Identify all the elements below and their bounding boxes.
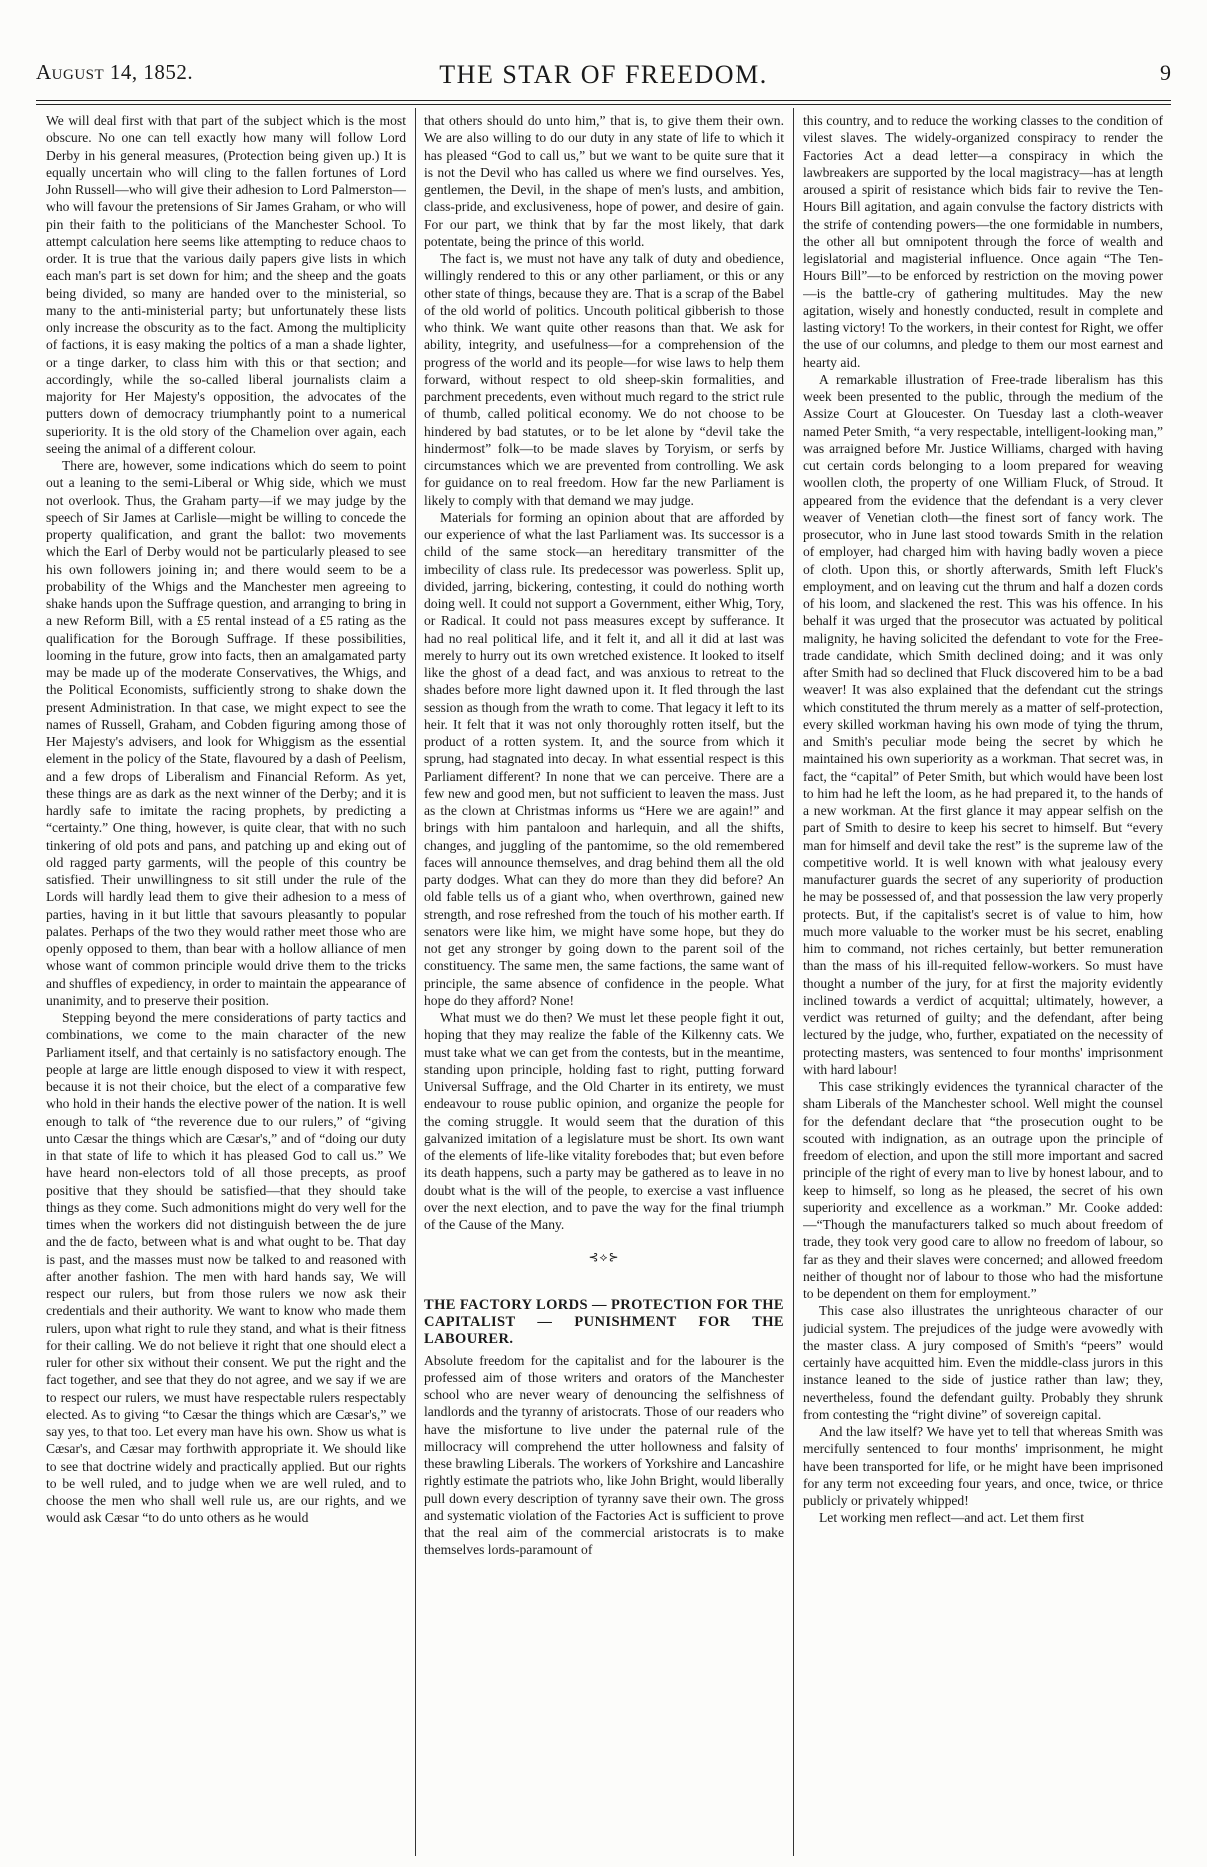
issue-date: August 14, 1852.	[36, 60, 194, 84]
newspaper-title: THE STAR OF FREEDOM.	[439, 60, 768, 89]
paragraph: The fact is, we must not have any talk of duty and obedience, willingly rendered to this or any other parliament, or this or any other state of things, because they are. That is a scrap of the Babel of the old world of politics. Uncouth political gibberish to those who think. We want quite other reasons than that. We ask for ability, integrity, and usefulness—for a comprehension of the progress of the world and its people—for wise laws to help them forward, without respect to old sheep-skin formalities, and parchment precedents, even without much regard to the strict rule of thumb, called political economy. We do not choose to be hindered by bad statutes, or to be let alone by “devil take the hindermost” folk—to be made slaves by Toryism, or serfs by circumstances which we are prevented from controlling. We ask for guidance on to real freedom. How far the new Parliament is likely to comply with that demand we may judge.	[424, 251, 784, 508]
paragraph: This case also illustrates the unrighteous character of our judicial system. The prejudices of the judge were avowedly with the master class. A jury composed of Smith's “peers” would certainly have acquitted him. Even the middle-class jurors in this instance leaned to the side of justice rather than law; they, nevertheless, found the defendant guilty. Probably they shrunk from contesting the “right divine” of sovereign capital.	[803, 1303, 1163, 1422]
paragraph: And the law itself? We have yet to tell that whereas Smith was mercifully sentenced to four months' imprisonment, he might have been transported for life, or he might have been imprisoned for any term not exceeding four years, and once, twice, or thrice publicly or privately whipped!	[803, 1424, 1163, 1508]
masthead	[36, 56, 1171, 92]
paragraph: Materials for forming an opinion about that are afforded by our experience of what the last Parliament was. Its successor is a child of the same stock—an hereditary transmitter of the imbecility of class rule. Its predecessor was powerless. Split up, divided, jarring, bickering, contesting, it could do nothing worth doing well. It could not support a Government, either Whig, Tory, or Radical. It could not pass measures except by sufferance. It had no real political life, and it felt it, and all it did at last was merely to hurry out its own wretched existence. It looked to itself like the ghost of a dead fact, and was anxious to retreat to the shades before more light dawned upon it. It fled through the last session as though from the wrath to come. That legacy it left to its heir. It felt that it was not only thoroughly rotten itself, but the product of a rotten system. It, and the source from which it sprung, had stagnated into decay. In what essential respect is this Parliament different? In none that we can perceive. There are a few new and good men, but not sufficient to leaven the mass. Just as the clown at Christmas informs us “Here we are again!” and brings with him pantaloon and harlequin, and all the shifts, changes, and juggling of the pantomime, so the old remembered faces will announce themselves, and drag behind them all the old party dodges. What can they do more than they did before? An old fable tells us of a giant who, when overthrown, gained new strength, and rose refreshed from the touch of his mother earth. If senators were like him, we might have some hope, but they do not get any stronger by going down to the parent soil of the constituency. The same men, the same factions, the same want of principle, the same absence of confidence in the people. What hope do they afford? None!	[424, 509, 784, 1008]
paragraph: Stepping beyond the mere considerations of party tactics and combinations, we come to the main character of the new Parliament itself, and that certainly is no satisfactory enough. The people at large are little enough disposed to view it with respect, because it is not their choice, but the elect of a comparative few who hold in their hands the elective power of the nation. It is well enough to talk of “the reverence due to our rulers,” of “giving unto Cæsar the things which are Cæsar's,” and of “doing our duty in that state of life to which it has pleased God to call us.” We have heard non-electors told of all those precepts, as proof positive that they should be satisfied—that they should take things as they come. Such admonitions might do very well for the times when the workers did not distinguish between the de jure and the de facto, between what is and what ought to be. That day is past, and the masses must now be talked to and reasoned with after another fashion. The men with hard hands say, We will respect our rulers, but from those rulers we now ask their credentials and their authority. We want to know who made them rulers, upon what right to rule they stand, and what is their fitness for their calling. We do not believe it right that one should elect a ruler for other six without their consent. We put the right and the fact together, and see that they do not agree, and we say if we are to respect our rulers, we must have respectable rulers respectably elected. As to giving “to Cæsar the things which are Cæsar's,” we say yes, to that too. Let every man have his own. Show us what is Cæsar's, and Cæsar may forthwith appropriate it. We should like to see that doctrine widely and practically applied. But our rights to be well ruled, and to judge when we are well ruled, and to choose the men who shall well rule us, are our rights, and we would ask Cæsar “to do unto others as he would	[46, 1010, 406, 1526]
paragraph: this country, and to reduce the working classes to the condition of vilest slaves. The widely-organized conspiracy to render the Factories Act a dead letter—a conspiracy in which the lawbreakers are supported by the local magistracy—has at length aroused a spirit of resistance which bids fair to revive the Ten-Hours Bill agitation, and again convulse the factory districts with the strife of contending powers—the one formidable in numbers, the other all but omnipotent through the force of wealth and legislatorial and magisterial influence. Once again “The Ten-Hours Bill”—to be enforced by restriction on the moving power—is the battle-cry of gathering multitudes. May the new agitation, wisely and honestly conducted, result in complete and lasting victory! To the workers, in their contest for Right, we offer the use of our columns, and pledge to them our most earnest and hearty aid.	[803, 113, 1163, 370]
column-2	[424, 112, 784, 1852]
masthead-rule	[36, 100, 1171, 105]
paragraph: Absolute freedom for the capitalist and for the labourer is the professed aim of those writers and orators of the Manchester school who are never weary of denouncing the selfishness of landlords and the tyranny of aristocrats. Those of our readers who have the misfortune to live under the paternal rule of the millocracy will comprehend the utter hollowness and falsity of these brawling Liberals. The workers of Yorkshire and Lancashire rightly estimate the patriots who, like John Bright, would liberally pull down every description of tyranny save their own. The gross and systematic violation of the Factories Act is sufficient to prove that the real aim of the commercial aristocrats is to make themselves lords-paramount of	[424, 1352, 784, 1558]
paragraph: We will deal first with that part of the subject which is the most obscure. No one can tell exactly how many will follow Lord Derby in his general measures, (Protection being given up.) It is equally uncertain who will cling to the fallen fortunes of Lord John Russell—who will give their adhesion to Lord Palmerston—who will favour the pretensions of Sir James Graham, or who will pin their faith to the politicians of the Manchester School. To attempt calculation here seems like attempting to reduce chaos to order. It is true that the various daily papers give lists in which each man's part is set down for him; and the sheep and the goats being divided, so many are handed over to the ministerial, so many to the anti-ministerial party; but unfortunately these lists only increase the obscurity as to the fact. Among the multiplicity of factions, it is easy making the poltics of a man a shade lighter, or a tinge darker, to class him with this or that section; and accordingly, while the so-called liberal journalists claim a majority for Her Majesty's opposition, the advocates of the putters down of democracy triumphantly point to a numerical superiority. It is the old story of the Chamelion over again, each seeing the animal of a different colour.	[46, 113, 406, 456]
page-number: 9	[1160, 60, 1171, 85]
paragraph: This case strikingly evidences the tyrannical character of the sham Liberals of the Manchester school. Well might the counsel for the defendant declare that “the prosecution ought to be scouted with indignation, as an outrage upon the principle of freedom of election, and upon the still more important and sacred principle of the right of every man to live by honest labour, and to keep to himself, so long as he pleased, the secret of his own superiority and excellence as a workman.” Mr. Cooke added:—“Though the manufacturers talked so much about freedom of trade, they took very good care to allow no freedom of labour, so far as they and their slaves were concerned; and allowed freedom neither of thought nor of labour to those who had the misfortune to be dependent on them for employment.”	[803, 1079, 1163, 1301]
section-ornament: ⊰⟡⊱	[588, 1250, 620, 1265]
column-1	[46, 112, 406, 1852]
column-divider	[793, 108, 794, 1856]
paragraph: There are, however, some indications which do seem to point out a leaning to the semi-Liberal or Whig side, which we must not overlook. Thus, the Graham party—if we may judge by the speech of Sir James at Carlisle—might be willing to concede the property qualification, and grant the ballot: two movements which the Earl of Derby would not be particularly pleased to see his own followers joining in; and there would seem to be a probability of the Whigs and the Manchester men agreeing to shake hands upon the Suffrage question, and arranging to bring in a new Reform Bill, with a £5 rental instead of a £5 rating as the qualification for the Borough Suffrage. If these possibilities, looming in the future, grow into facts, then an amalgamated party may be made up of the moderate Conservatives, the Whigs, and the Political Economists, sufficiently strong to shake down the present Administration. In that case, we might expect to see the names of Russell, Graham, and Cobden figuring among those of Her Majesty's advisers, and look for Whiggism as the essential element in the policy of the State, flavoured by a dash of Peelism, and a few drops of Liberalism and Financial Reform. As yet, these things are as dark as the next winner of the Derby; and it is hardly safe to imitate the racing prophets, by predicting a “certainty.” One thing, however, is quite clear, that with no such tinkering of old pots and pans, and patching up and eking out of old ragged party garments, will the people of this country be satisfied. Their unwillingness to sit still under the rule of the Lords will hardly lead them to give their adhesion to a mess of parties, having in it but little that savours pleasantly to popular palates. Perhaps of the two they would rather meet those who are openly opposed to them, than bear with a hollow alliance of men whose want of common principle would drive them to the tricks and shuffles of expediency, in order to maintain the appearance of unanimity, and to preserve their position.	[46, 458, 406, 1008]
paragraph: What must we do then? We must let these people fight it out, hoping that they may realize the fable of the Kilkenny cats. We must take what we can get from the contests, but in the meantime, standing upon principle, holding fast to right, putting forward Universal Suffrage, and the Old Charter in its entirety, we must endeavour to rouse public opinion, and organize the people for the coming struggle. It would seem that the duration of this galvanized imitation of a legislature must be short. Its own want of the elements of life-like vitality forebodes that; but even before its death happens, such a party may be gathered as to leave in no doubt what is the will of the people, to exercise a vast influence over the next election, and to pave the way for the final triumph of the Cause of the Many.	[424, 1010, 784, 1232]
paragraph: that others should do unto him,” that is, to give them their own. We are also willing to do our duty in any state of life to which it has pleased “God to call us,” but we want to be quite sure that it is not the Devil who has called us where we find ourselves. Yes, gentlemen, the Devil, in the shape of men's lusts, and ambition, class-pride, and exclusiveness, hope of power, and desire of gain. For our part, we think that by far the most likely, that dark potentate, being the prince of this world.	[424, 113, 784, 249]
column-3	[803, 112, 1163, 1852]
paragraph: A remarkable illustration of Free-trade liberalism has this week been presented to the public, through the medium of the Assize Court at Gloucester. On Tuesday last a cloth-weaver named Peter Smith, “a very respectable, intelligent-looking man,” was arraigned before Mr. Justice Williams, charged with having cut certain cords belonging to a loom prepared for weaving woollen cloth, the property of one William Fluck, of Stroud. It appeared from the evidence that the defendant is a very clever weaver of Venetian cloth—the finest sort of fancy work. The prosecutor, who in June last stood towards Smith in the relation of employer, had charged him with having badly woven a piece of cloth. Upon this, or shortly afterwards, Smith left Fluck's employment, and on leaving cut the thrum and half a dozen cords of his loom, and slackened the rest. This was his offence. In his behalf it was urged that the prosecutor was actuated by political malignity, he having solicited the defendant to vote for the Free-trade candidate, which Smith declined doing; and it was only after Smith had so declined that Fluck discovered him to be a bad weaver! It was also explained that the defendant cut the strings which constituted the thrum merely as a matter of self-protection, every skilled workman having his own mode of tying the thrum, and Smith's peculiar mode being the secret by which he maintained his own superiority as a workman. That secret was, in fact, the “capital” of Peter Smith, but which would have been lost to him had he left the loom, as he had prepared it, to the hands of a new workman. At the first glance it may appear selfish on the part of Smith to desire to keep his secret to himself. But “every man for himself and devil take the rest” is the supreme law of the competitive world. It is well known with what jealousy every manufacturer guards the secret of any superiority of production he may be possessed of, and that possession the law very properly protects. But, if the capitalist's secret is of value to him, how much more valuable to the worker must be his secret, enabling him to command, not riches certainly, but better remuneration than the mass of his ill-requited fellow-workers. So must have thought a number of the jury, for at first the majority evidently inclined towards a verdict of acquittal; ultimately, however, a verdict was returned of guilty; and the defendant, after being lectured by the judge, who, further, expatiated on the necessity of protecting masters, was sentenced to four months' imprisonment with hard labour!	[803, 371, 1163, 1077]
article-heading: THE FACTORY LORDS — PROTECTION FOR THE CAPITALIST — PUNISHMENT FOR THE LABOURER.	[424, 1296, 784, 1347]
paragraph: Let working men reflect—and act. Let them first	[819, 1510, 1084, 1526]
column-divider	[415, 108, 416, 1856]
